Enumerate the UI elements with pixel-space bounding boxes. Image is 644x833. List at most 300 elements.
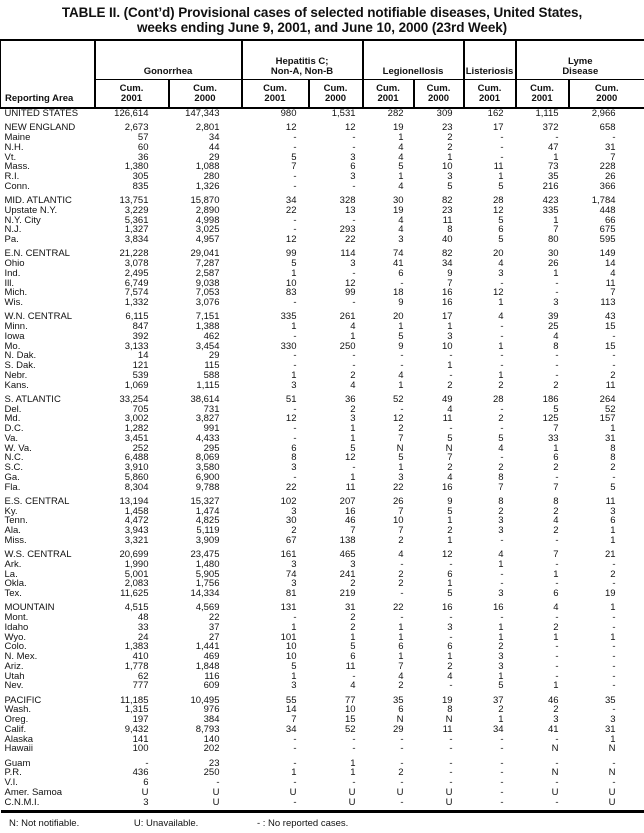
value-cell: 2 <box>610 462 616 473</box>
value-cell: 3,454 <box>195 340 220 352</box>
value-cell: - <box>449 369 453 381</box>
footnote-unavailable: U: Unavailable. <box>133 818 199 830</box>
value-cell: 15 <box>604 321 616 332</box>
value-cell: 1 <box>447 515 453 527</box>
value-cell: 366 <box>599 180 616 192</box>
value-cell: - <box>555 360 559 371</box>
value-cell: 1 <box>398 171 404 182</box>
value-cell: - <box>500 141 504 153</box>
value-cell: 2 <box>498 505 504 517</box>
value-cell: - <box>293 350 297 362</box>
value-cell: - <box>449 757 453 769</box>
value-cell: 10 <box>441 340 453 352</box>
value-cell: 991 <box>203 423 220 434</box>
value-cell: 1 <box>498 369 504 381</box>
value-cell: 17 <box>492 122 504 134</box>
value-cell: - <box>500 360 504 371</box>
value-cell: 33 <box>137 621 149 633</box>
table-row <box>1 744 644 754</box>
value-cell: 7,287 <box>195 258 220 269</box>
value-cell: 2 <box>447 462 453 473</box>
reporting-area-cell: Fla. <box>4 481 21 493</box>
value-cell: 115 <box>204 360 220 371</box>
header-subcolumn-row <box>1 80 644 109</box>
value-cell: 1 <box>398 631 404 643</box>
value-cell: 15,327 <box>190 495 220 507</box>
table-row <box>1 269 644 279</box>
value-cell: 4 <box>498 549 504 560</box>
value-cell: 6,488 <box>124 452 149 464</box>
value-cell: 207 <box>339 495 356 507</box>
value-cell: 1 <box>610 423 616 434</box>
value-cell: 216 <box>542 180 559 192</box>
value-cell: - <box>612 757 616 769</box>
value-cell: - <box>500 534 504 546</box>
value-cell: - <box>293 777 297 788</box>
value-cell: 74 <box>392 248 404 260</box>
value-cell: 1 <box>350 767 356 779</box>
value-cell: - <box>449 777 453 788</box>
value-cell: 2 <box>350 621 356 633</box>
value-cell: 2,801 <box>195 122 220 134</box>
value-cell: 6 <box>291 442 297 454</box>
value-cell: 11 <box>345 481 356 493</box>
value-cell: 1 <box>553 680 559 692</box>
value-cell: 147,343 <box>185 108 220 119</box>
value-cell: 7,151 <box>195 311 220 323</box>
value-cell: 2 <box>398 680 404 692</box>
value-cell: - <box>500 733 504 745</box>
value-cell: 16 <box>441 297 453 308</box>
value-cell: - <box>293 423 297 434</box>
value-cell: - <box>612 471 616 483</box>
value-cell: - <box>555 350 559 362</box>
value-cell: 8 <box>610 452 616 464</box>
value-cell: - <box>400 757 404 769</box>
value-cell: 1,115 <box>196 379 220 391</box>
value-cell: 1 <box>610 602 616 614</box>
value-cell: 35 <box>604 694 616 706</box>
value-cell: 1,388 <box>195 321 220 332</box>
value-cell: 7 <box>498 481 504 493</box>
value-cell: 101 <box>280 631 297 643</box>
value-cell: 2,083 <box>124 578 149 590</box>
value-cell: 5 <box>498 214 504 226</box>
value-cell: 3 <box>291 505 297 517</box>
value-cell: U <box>348 796 356 808</box>
table-row <box>1 623 644 633</box>
value-cell: 1 <box>398 462 404 473</box>
value-cell: 66 <box>604 214 616 226</box>
value-cell: 126,614 <box>114 108 149 119</box>
value-cell: 3 <box>143 796 149 808</box>
value-cell: - <box>449 350 453 362</box>
reporting-area-cell: Okla. <box>4 578 27 590</box>
value-cell: U <box>212 786 220 798</box>
value-cell: 35 <box>547 171 559 182</box>
value-cell: 26 <box>392 495 404 507</box>
value-cell: 11,185 <box>120 694 149 706</box>
value-cell: 27 <box>208 631 220 643</box>
reporting-area-cell: Mich. <box>4 287 28 299</box>
value-cell: 1,315 <box>124 704 149 716</box>
value-cell: 3,229 <box>124 204 149 216</box>
value-cell: 51 <box>285 393 297 405</box>
value-cell: 36 <box>137 151 149 163</box>
table-end-spacer <box>1 807 644 812</box>
value-cell: 2 <box>498 413 504 425</box>
value-cell: 18 <box>392 287 404 299</box>
table-row <box>1 143 644 153</box>
reporting-area-cell: Calif. <box>4 723 27 735</box>
reporting-area-cell: Wyo. <box>4 631 27 643</box>
table-row <box>1 371 644 381</box>
value-cell: 4 <box>498 258 504 269</box>
value-cell: 847 <box>132 321 149 332</box>
reporting-area-cell: Hawaii <box>4 743 34 755</box>
table-row <box>1 526 644 536</box>
value-cell: 1 <box>498 558 504 570</box>
value-cell: 2 <box>610 568 616 580</box>
table-row <box>1 414 644 424</box>
value-cell: 20 <box>392 311 404 323</box>
value-cell: 99 <box>285 248 297 260</box>
value-cell: 6 <box>350 651 356 662</box>
reporting-area-cell: NEW ENGLAND <box>4 122 76 134</box>
value-cell: 186 <box>542 393 559 405</box>
value-cell: 10 <box>285 651 297 662</box>
value-cell: 46 <box>344 515 356 527</box>
value-cell: - <box>555 612 559 623</box>
value-cell: 1 <box>291 621 297 633</box>
value-cell: - <box>293 171 297 182</box>
value-cell: 4,957 <box>195 234 220 245</box>
value-cell: - <box>352 360 356 371</box>
reporting-area-cell: UNITED STATES <box>4 108 79 119</box>
value-cell: 5 <box>291 151 297 163</box>
value-cell: 4 <box>610 267 616 279</box>
reporting-area-cell: V.I. <box>4 777 18 788</box>
value-cell: 1 <box>447 651 453 662</box>
value-cell: 5 <box>350 641 356 653</box>
value-cell: 13,751 <box>119 195 149 206</box>
value-cell: 335 <box>280 311 297 323</box>
subcolumn-header-legionellosis-2000: Cum. 2000 <box>414 80 464 109</box>
value-cell: 4 <box>350 680 356 692</box>
value-cell: 15 <box>344 714 356 725</box>
value-cell: 5 <box>291 660 297 672</box>
value-cell: 465 <box>339 549 356 560</box>
value-cell: 10 <box>285 641 297 653</box>
value-cell: - <box>612 670 616 682</box>
value-cell: 100 <box>132 743 149 755</box>
value-cell: 5 <box>498 180 504 192</box>
table-row <box>1 560 644 570</box>
value-cell: 3,076 <box>195 297 220 308</box>
table-row <box>1 279 644 289</box>
value-cell: 138 <box>339 534 356 546</box>
value-cell: 6 <box>553 452 559 464</box>
value-cell: 22 <box>285 204 297 216</box>
value-cell: - <box>400 277 404 289</box>
value-cell: 1,069 <box>124 379 149 391</box>
value-cell: - <box>500 743 504 755</box>
reporting-area-cell: Ark. <box>4 558 22 570</box>
value-cell: 23,475 <box>190 549 220 560</box>
value-cell: 16 <box>441 481 453 493</box>
table-row <box>1 798 644 808</box>
value-cell: 3,133 <box>124 340 149 352</box>
value-cell: 31 <box>604 141 616 153</box>
value-cell: 1,088 <box>195 161 220 173</box>
value-cell: 19 <box>392 204 404 216</box>
value-cell: - <box>555 558 559 570</box>
value-cell: - <box>293 132 297 143</box>
value-cell: 11 <box>605 495 616 507</box>
value-cell: 1 <box>398 321 404 332</box>
value-cell: 5 <box>398 452 404 464</box>
reporting-area-cell: Nebr. <box>4 369 28 381</box>
value-cell: 5 <box>398 161 404 173</box>
value-cell: U <box>396 786 404 798</box>
value-cell: 9 <box>447 495 453 507</box>
value-cell: 5,001 <box>124 568 149 580</box>
value-cell: 35 <box>392 694 404 706</box>
value-cell: - <box>555 641 559 653</box>
value-cell: 24 <box>137 631 149 643</box>
value-cell: 4,515 <box>124 602 149 614</box>
value-cell: 4 <box>553 602 559 614</box>
value-cell: - <box>293 471 297 483</box>
value-cell: 7 <box>398 525 404 536</box>
value-cell: 157 <box>599 413 616 425</box>
value-cell: 7 <box>553 224 559 236</box>
value-cell: 1 <box>398 621 404 633</box>
value-cell: 1 <box>553 267 559 279</box>
value-cell: U <box>348 786 356 798</box>
value-cell: 7 <box>553 423 559 434</box>
value-cell: 3 <box>398 471 404 483</box>
value-cell: 55 <box>285 694 297 706</box>
value-cell: 2 <box>553 525 559 536</box>
value-cell: N <box>396 442 404 454</box>
value-cell: 16 <box>441 602 453 614</box>
value-cell: 1 <box>350 423 356 434</box>
value-cell: - <box>612 558 616 570</box>
value-cell: 6 <box>143 777 149 788</box>
reporting-area-cell: Va. <box>4 432 19 444</box>
value-cell: 980 <box>280 108 297 119</box>
value-cell: 241 <box>339 568 356 580</box>
table-row <box>1 681 644 691</box>
reporting-area-cell: S. ATLANTIC <box>4 393 61 405</box>
value-cell: - <box>400 350 404 362</box>
value-cell: 423 <box>542 195 559 206</box>
value-cell: 5 <box>291 258 297 269</box>
value-cell: - <box>500 350 504 362</box>
value-cell: 12 <box>285 413 297 425</box>
value-cell: - <box>400 743 404 755</box>
value-cell: 10,495 <box>190 694 220 706</box>
reporting-area-cell: Tex. <box>4 588 22 599</box>
value-cell: 10 <box>285 277 297 289</box>
value-cell: 1 <box>498 621 504 633</box>
value-cell: 23 <box>441 122 453 134</box>
value-cell: 436 <box>132 767 149 779</box>
value-cell: 5 <box>498 432 504 444</box>
value-cell: 41 <box>547 723 559 735</box>
value-cell: 11 <box>345 660 356 672</box>
table-row <box>1 705 644 715</box>
value-cell: 330 <box>280 340 297 352</box>
table-title <box>0 5 644 35</box>
header-group-row <box>1 40 644 80</box>
footnote-no-reported-cases: - : No reported cases. <box>256 818 349 830</box>
value-cell: - <box>293 360 297 371</box>
value-cell: - <box>555 777 559 788</box>
value-cell: 11,625 <box>120 588 149 599</box>
value-cell: 3,909 <box>195 534 220 546</box>
value-cell: 469 <box>203 651 220 662</box>
reporting-area-cell: Upstate N.Y. <box>4 204 58 216</box>
value-cell: 588 <box>203 369 220 381</box>
value-cell: - <box>500 757 504 769</box>
value-cell: 7 <box>447 277 453 289</box>
value-cell: - <box>612 612 616 623</box>
value-cell: 11 <box>442 413 453 425</box>
value-cell: 2 <box>447 141 453 153</box>
value-cell: 12 <box>441 549 453 560</box>
value-cell: 9 <box>447 267 453 279</box>
value-cell: 462 <box>203 330 220 342</box>
value-cell: N <box>608 743 616 755</box>
reporting-area-cell: W. Va. <box>4 442 32 454</box>
value-cell: 1 <box>553 442 559 454</box>
value-cell: 1 <box>610 534 616 546</box>
value-cell: 14 <box>285 704 297 716</box>
value-cell: 12 <box>285 234 297 245</box>
value-cell: 1,282 <box>124 423 149 434</box>
value-cell: 102 <box>280 495 297 507</box>
value-cell: 3 <box>447 171 453 182</box>
value-cell: - <box>555 757 559 769</box>
table-row <box>1 351 644 361</box>
value-cell: U <box>445 786 453 798</box>
value-cell: 4 <box>447 471 453 483</box>
table-row <box>1 570 644 580</box>
value-cell: 1 <box>553 214 559 226</box>
value-cell: 22 <box>285 481 297 493</box>
value-cell: - <box>500 612 504 623</box>
value-cell: 31 <box>344 602 356 614</box>
reporting-area-cell: Ala. <box>4 525 21 536</box>
table-row <box>1 550 644 560</box>
value-cell: 116 <box>204 670 220 682</box>
table-row <box>1 759 644 769</box>
value-cell: - <box>612 578 616 590</box>
value-cell: 10 <box>441 161 453 173</box>
value-cell: 2 <box>350 578 356 590</box>
table-row <box>1 603 644 613</box>
value-cell: 384 <box>203 714 220 725</box>
value-cell: 9 <box>398 297 404 308</box>
value-cell: - <box>400 733 404 745</box>
value-cell: - <box>500 767 504 779</box>
value-cell: 12 <box>492 204 504 216</box>
value-cell: 1,784 <box>591 195 616 206</box>
table-row <box>1 613 644 623</box>
value-cell: 74 <box>285 568 297 580</box>
value-cell: 52 <box>392 393 404 405</box>
value-cell: - <box>352 743 356 755</box>
value-cell: 121 <box>132 360 149 371</box>
value-cell: 3 <box>291 578 297 590</box>
value-cell: 5,119 <box>196 525 220 536</box>
table-row <box>1 453 644 463</box>
value-cell: - <box>293 297 297 308</box>
value-cell: 1,531 <box>331 108 356 119</box>
value-cell: 219 <box>339 588 356 599</box>
value-cell: - <box>555 733 559 745</box>
reporting-area-cell: Ga. <box>4 471 20 483</box>
value-cell: 5 <box>553 403 559 415</box>
value-cell: 7 <box>350 525 356 536</box>
value-cell: 52 <box>344 723 356 735</box>
value-cell: 1 <box>447 321 453 332</box>
value-cell: 9 <box>398 340 404 352</box>
value-cell: 43 <box>604 311 616 323</box>
value-cell: 252 <box>132 442 149 454</box>
value-cell: 3,451 <box>124 432 149 444</box>
value-cell: 5 <box>447 432 453 444</box>
value-cell: - <box>352 214 356 226</box>
value-cell: 1 <box>498 171 504 182</box>
value-cell: 4 <box>553 330 559 342</box>
reporting-area-cell: N. Dak. <box>4 350 37 362</box>
value-cell: 658 <box>599 122 616 134</box>
value-cell: 705 <box>132 403 149 415</box>
value-cell: 5 <box>498 234 504 245</box>
table-row <box>1 672 644 682</box>
value-cell: - <box>500 403 504 415</box>
value-cell: - <box>500 452 504 464</box>
subcolumn-header-legionellosis-2001: Cum. 2001 <box>363 80 414 109</box>
value-cell: 28 <box>492 195 504 206</box>
table-row <box>1 182 644 192</box>
reporting-area-cell: Ky. <box>4 505 18 517</box>
value-cell: 609 <box>203 680 220 692</box>
value-cell: - <box>500 423 504 434</box>
table-row <box>1 642 644 652</box>
value-cell: 10 <box>392 515 404 527</box>
value-cell: 448 <box>599 204 616 216</box>
reporting-area-cell: R.I. <box>4 171 20 182</box>
value-cell: 6 <box>447 641 453 653</box>
value-cell: 1,383 <box>124 641 149 653</box>
table-title-line2: weeks ending June 9, 2001, and June 10, 2000 (23rd Week) <box>136 20 508 35</box>
value-cell: 21 <box>604 549 616 560</box>
value-cell: 131 <box>280 602 297 614</box>
value-cell: 1 <box>350 631 356 643</box>
reporting-area-cell: Pa. <box>4 234 19 245</box>
value-cell: 4 <box>398 224 404 236</box>
value-cell: - <box>612 330 616 342</box>
value-cell: 3 <box>350 413 356 425</box>
value-cell: 2 <box>553 505 559 517</box>
value-cell: 3 <box>398 234 404 245</box>
value-cell: 57 <box>137 132 149 143</box>
value-cell: 83 <box>285 287 297 299</box>
